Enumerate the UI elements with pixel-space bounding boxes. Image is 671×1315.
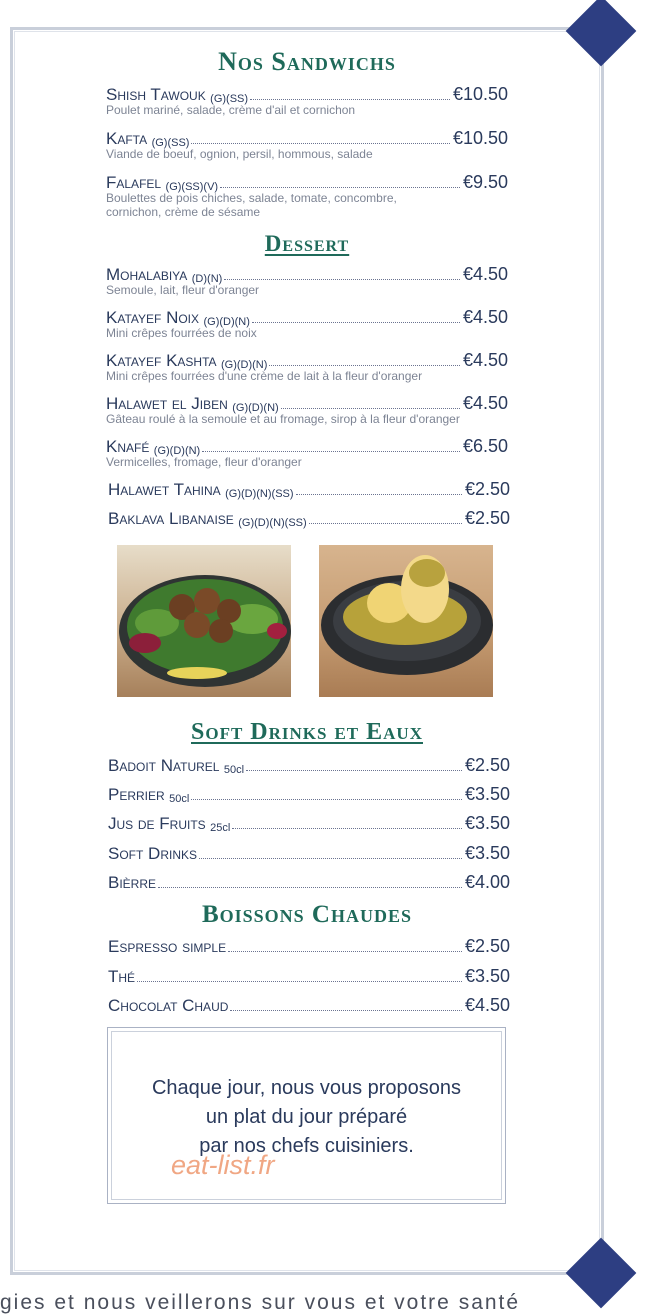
item-tags: (G)(D)(N)(SS) <box>238 517 307 529</box>
item-description: Mini crêpes fourrées de noix <box>106 326 257 340</box>
leader-dots <box>191 799 462 800</box>
item-description: Semoule, lait, fleur d'oranger <box>106 283 260 297</box>
item-price: €4.50 <box>462 350 508 370</box>
notice-line: Chaque jour, nous vous proposons <box>151 1077 462 1099</box>
menu-item <box>106 436 508 469</box>
leader-dots <box>269 365 460 366</box>
leader-dots <box>281 408 460 409</box>
item-price: €2.50 <box>464 508 510 528</box>
menu-item <box>108 479 510 500</box>
item-price: €9.50 <box>462 172 508 192</box>
item-description: Mini crêpes fourrées d'une crème de lait à la fleur d'oranger <box>106 369 423 383</box>
item-name: Halawet Tahina <box>108 480 221 499</box>
menu-item <box>106 172 508 219</box>
item-price: €3.50 <box>464 843 510 863</box>
item-price: €2.50 <box>464 479 510 499</box>
leader-dots <box>199 858 462 859</box>
notice-line: un plat du jour préparé <box>205 1106 408 1128</box>
item-tags: 50cl <box>169 793 190 805</box>
menu-item <box>108 872 510 893</box>
menu-item <box>108 755 510 776</box>
item-price: €6.50 <box>462 436 508 456</box>
item-description: Vermicelles, fromage, fleur d'oranger <box>106 455 302 469</box>
knafe-dessert-photo <box>319 545 493 697</box>
item-name: Falafel <box>106 173 162 192</box>
leader-dots <box>232 828 462 829</box>
item-tags: (G)(D)(N) <box>232 402 279 414</box>
menu-item <box>108 936 510 957</box>
item-name: Perrier <box>108 785 165 804</box>
leader-dots <box>137 981 462 982</box>
item-price: €10.50 <box>452 84 508 104</box>
item-tags: (G)(D)(N) <box>153 445 201 457</box>
item-tags: 25cl <box>210 822 231 834</box>
notice-line: par nos chefs cuisiniers. <box>199 1135 414 1157</box>
item-name: Mohalabiya <box>106 265 188 284</box>
item-name: Chocolat Chaud <box>108 996 229 1015</box>
item-price: €2.50 <box>464 755 510 775</box>
leader-dots <box>202 451 460 452</box>
leader-dots <box>230 1010 462 1011</box>
item-tags: (D)(N) <box>191 273 223 285</box>
item-price: €3.50 <box>464 813 510 833</box>
leader-dots <box>296 494 462 495</box>
plat-du-jour-notice <box>107 1027 506 1204</box>
item-name: Baklava Libanaise <box>108 509 234 528</box>
leader-dots <box>252 322 460 323</box>
watermark: eat-list.fr <box>171 1150 275 1180</box>
section-title-dessert: Dessert <box>264 231 350 256</box>
leader-dots <box>224 279 460 280</box>
item-name: Thé <box>108 967 136 986</box>
menu-item <box>108 843 510 864</box>
menu-item <box>108 784 510 805</box>
footer-text: gies et nous veillerons sur vous et votre santé <box>0 1291 521 1314</box>
item-tags: (G)(SS)(V) <box>165 181 219 193</box>
menu-item <box>108 508 510 529</box>
item-price: €4.50 <box>462 307 508 327</box>
item-tags: (G)(SS) <box>210 93 249 105</box>
item-name: Kafta <box>106 129 148 148</box>
item-name: Katayef Noix <box>106 308 200 327</box>
menu-item <box>106 128 508 161</box>
menu-item <box>108 966 510 987</box>
item-description: Boulettes de pois chiches, salade, tomate, concombre, cornichon, crème de sésame <box>106 191 397 219</box>
item-tags: (G)(SS) <box>151 137 190 149</box>
section-title-boissons-chaudes: Boissons Chaudes <box>201 901 413 928</box>
item-price: €3.50 <box>464 784 510 804</box>
leader-dots <box>220 187 460 188</box>
menu-item <box>108 813 510 834</box>
section-title-sandwichs: Nos Sandwichs <box>218 47 396 76</box>
item-price: €10.50 <box>452 128 508 148</box>
item-name: Shish Tawouk <box>106 85 206 104</box>
item-tags: 50cl <box>223 764 245 776</box>
item-name: Badoit Naturel <box>108 756 220 775</box>
item-price: €4.00 <box>464 872 510 892</box>
section-title-soft-drinks: Soft Drinks et Eaux <box>191 719 423 745</box>
item-price: €4.50 <box>462 393 508 413</box>
menu-item <box>106 393 508 426</box>
item-name: Halawet el Jiben <box>106 394 228 413</box>
item-name: Katayef Kashta <box>106 351 217 370</box>
leader-dots <box>246 770 462 771</box>
item-tags: (G)(D)(N) <box>220 359 268 371</box>
menu-item <box>106 350 508 383</box>
menu-item <box>108 995 510 1016</box>
item-description: Viande de boeuf, ognion, persil, hommous, salade <box>106 147 373 161</box>
leader-dots <box>191 143 449 144</box>
item-name: Bièrre <box>108 873 157 892</box>
item-price: €3.50 <box>464 966 510 986</box>
item-name: Knafé <box>106 437 150 456</box>
item-price: €2.50 <box>464 936 510 956</box>
item-tags: (G)(D)(N) <box>203 316 250 328</box>
item-name: Espresso simple <box>108 937 227 956</box>
item-tags: (G)(D)(N)(SS) <box>225 488 294 500</box>
leader-dots <box>228 951 462 952</box>
menu-item <box>106 264 508 297</box>
item-description: Gâteau roulé à la semoule et au fromage, sirop à la fleur d'oranger <box>106 412 460 426</box>
leader-dots <box>309 523 462 524</box>
item-description: Poulet mariné, salade, crème d'ail et cornichon <box>106 103 356 117</box>
leader-dots <box>158 887 462 888</box>
item-price: €4.50 <box>462 264 508 284</box>
leader-dots <box>250 99 450 100</box>
menu-item <box>106 84 508 117</box>
item-name: Jus de Fruits <box>108 814 206 833</box>
item-price: €4.50 <box>464 995 510 1015</box>
falafel-salad-photo <box>117 545 291 697</box>
item-name: Soft Drinks <box>108 844 198 863</box>
menu-item <box>106 307 508 340</box>
